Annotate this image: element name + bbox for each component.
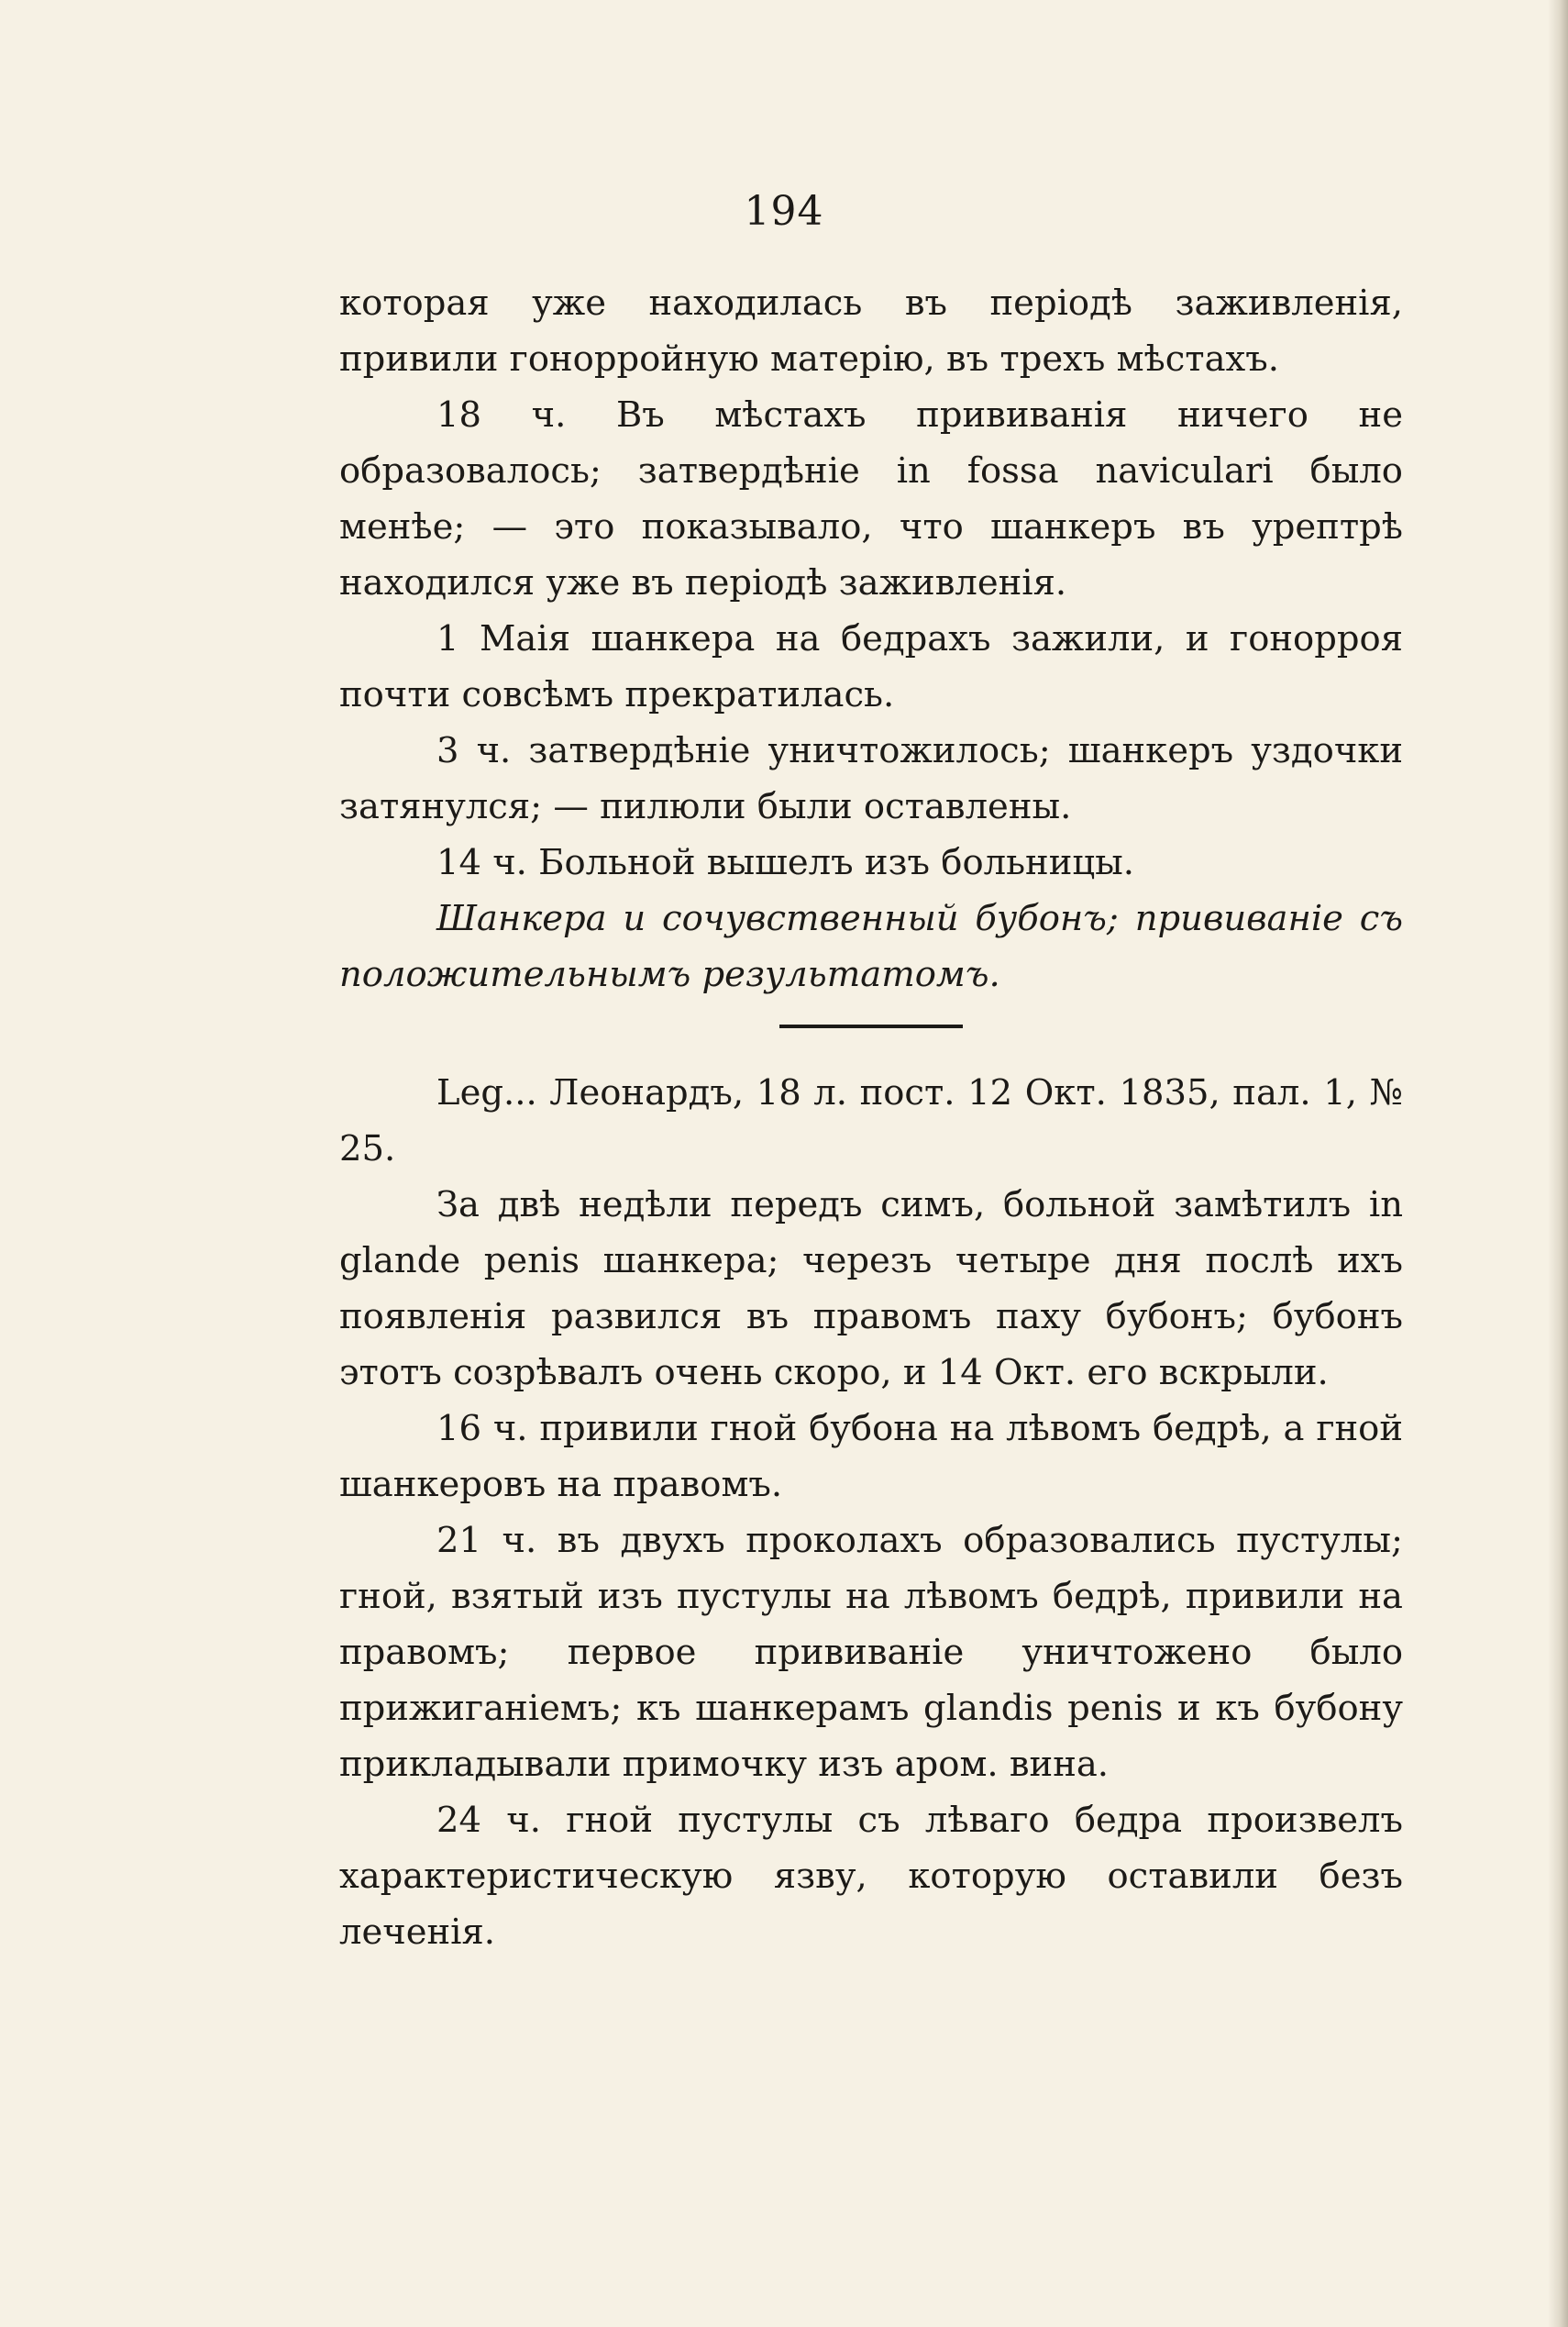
page-number: 194: [744, 188, 824, 235]
paragraph-continuation: которая уже находилась въ періодѣ заживленія, привили гонорройную матерію, въ трехъ мѣстахъ.: [339, 283, 1403, 380]
paragraph-day-18: 18 ч. Въ мѣстахъ прививанія ничего не образовалось; затвердѣніе in fossa naviculari было менѣе; — это показывало, что шанкеръ въ урептрѣ находился уже въ періодѣ заживленія.: [339, 394, 1403, 604]
section-divider: [779, 1025, 963, 1028]
paragraph-day-14: 14 ч. Больной вышелъ изъ больницы.: [436, 842, 1134, 883]
page-edge-shadow: [1548, 0, 1568, 2327]
text-body: [339, 275, 1403, 1960]
case-paragraph-history: За двѣ недѣли передъ симъ, больной замѣтилъ in glande penis шанкера; черезъ четыре дня послѣ ихъ появленія развился въ правомъ паху бубонъ; бубонъ этотъ созрѣвалъ очень скоро, и 14 Окт. его вскрыли.: [339, 1184, 1403, 1393]
case-paragraph-day-16: 16 ч. привили гной бубона на лѣвомъ бедрѣ, а гной шанкеровъ на правомъ.: [339, 1408, 1403, 1505]
paragraph-day-3: 3 ч. затвердѣніе уничтожилось; шанкеръ уздочки затянулся; — пилюли были оставлены.: [339, 730, 1403, 827]
case-intro: Leg... Леонардъ, 18 л. пост. 12 Окт. 1835, пал. 1, № 25.: [339, 1072, 1403, 1169]
section-heading: Шанкера и сочувственный бубонъ; прививаніе съ положительнымъ результатомъ.: [339, 898, 1403, 995]
case-paragraph-day-21: 21 ч. въ двухъ проколахъ образовались пустулы; гной, взятый изъ пустулы на лѣвомъ бедрѣ, привили на правомъ; первое прививаніе уничтожено было прижиганіемъ; къ шанкерамъ glandis penis и къ бубону прикладывали примочку изъ аром. вина.: [339, 1520, 1403, 1785]
paragraph-may-1: 1 Маія шанкера на бедрахъ зажили, и гонорроя почти совсѣмъ прекратилась.: [339, 618, 1403, 715]
case-paragraph-day-24: 24 ч. гной пустулы съ лѣваго бедра произвелъ характеристическую язву, которую оставили безъ леченія.: [339, 1800, 1403, 1953]
